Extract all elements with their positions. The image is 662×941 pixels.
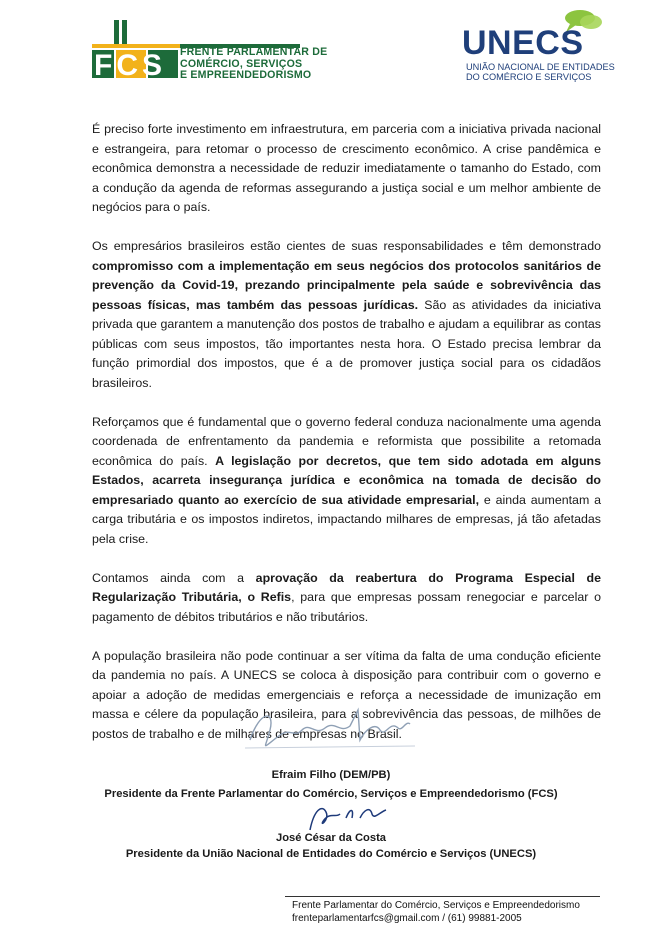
text-run: , para que empresas possam renegociar e parcelar o pagamento de débitos tributários e não tributários. xyxy=(92,590,601,624)
unecs-name-line: UNIÃO NACIONAL DE ENTIDADES xyxy=(466,62,615,72)
letter-body xyxy=(92,120,601,764)
text-run: Reforçamos que é fundamental que o governo federal conduza nacionalmente uma agenda coordenada de enfrentamento da pandemia e reformista que possibilite a retomada econômica do país. xyxy=(92,414,601,468)
body-paragraph xyxy=(92,120,601,218)
unecs-name-line: DO COMÉRCIO E SERVIÇOS xyxy=(466,72,592,82)
text-run: e ainda aumentam a carga tributária e os impostos indiretos, impactando milhares de empresas, já tão afetadas pela crise. xyxy=(92,492,601,546)
signer1-name: Efraim Filho (DEM/PB) xyxy=(271,769,391,781)
signature-jose-cesar xyxy=(300,800,390,834)
fcs-name-line: E EMPREENDEDORISMO xyxy=(180,69,312,81)
fcs-name-line: COMÉRCIO, SERVIÇOS xyxy=(180,57,303,70)
signer2-name: José César da Costa xyxy=(275,832,387,844)
text-run: Contamos ainda com a xyxy=(92,570,256,585)
footer-divider xyxy=(285,896,600,897)
footer-contact-line: frenteparlamentarfcs@gmail.com / (61) 99881-2005 xyxy=(292,913,522,924)
text-run: É preciso forte investimento em infraestrutura, em parceria com a iniciativa privada nacional e estrangeira, para retomar o processo de crescimento econômico. A crise pandêmica e econômica demonstra a necessidade de reduzir imediatamente o tamanho do Estado, com a condução da agenda de reformas assegurando a justiça social e um melhor ambiente de negócios para o país. xyxy=(92,122,601,214)
text-run: São as atividades da iniciativa privada que garantem a manutenção dos postos de trabalho e ajudam a equilibrar as contas públicas com seus impostos, tão importantes nesta hora. O Estado precisa lembrar da função primordial dos impostos, que é a de promover justiça social para os cidadãos brasileiros. xyxy=(92,297,601,390)
unecs-name xyxy=(466,62,615,82)
signer2-title: Presidente da União Nacional de Entidades do Comércio e Serviços (UNECS) xyxy=(125,848,537,860)
signer1-title: Presidente da Frente Parlamentar do Comércio, Serviços e Empreendedorismo (FCS) xyxy=(104,788,558,800)
body-paragraph xyxy=(92,569,601,628)
bold-text: A legislação por decretos, que tem sido adotada em alguns Estados, acarreta insegurança jurídica e econômica na tomada de decisão do empresariado quanto ao exercício de sua atividade empresarial, xyxy=(92,453,601,507)
fcs-name-line: FRENTE PARLAMENTAR DE xyxy=(180,46,328,58)
bold-text: compromisso com a implementação em seus negócios dos protocolos sanitários de prevenção da Covid-19, prezando principalmente pela saúde e sobrevivência das pessoas físicas, mas também das pessoas jurídicas. xyxy=(92,258,601,312)
footer xyxy=(292,899,580,925)
footer-org-line: Frente Parlamentar do Comércio, Serviços e Empreendedorismo xyxy=(292,900,580,911)
bold-text: aprovação da reabertura do Programa Especial de Regularização Tributária, o Refis xyxy=(92,570,601,604)
unecs-logo-title: UNECS xyxy=(462,24,584,62)
fcs-name xyxy=(180,47,327,82)
fcs-logo-letters: FCS xyxy=(94,49,166,82)
text-run: Os empresários brasileiros estão cientes de suas responsabilidades e têm demonstrado xyxy=(92,239,601,253)
text-run: A população brasileira não pode continuar a ser vítima da falta de uma condução eficiente da pandemia no país. A UNECS se coloca à disposição para contribuir com o governo e apoiar a adoção de medidas emergenciais e reforça a necessidade de imunização em massa e célere da população brasileira, para a sobrevivência das pessoas, de milhões de postos de trabalho e de milhares de empresas no Brasil. xyxy=(92,648,601,741)
signature-efraim xyxy=(240,700,420,762)
body-paragraph xyxy=(92,237,601,393)
body-paragraph xyxy=(92,413,601,550)
